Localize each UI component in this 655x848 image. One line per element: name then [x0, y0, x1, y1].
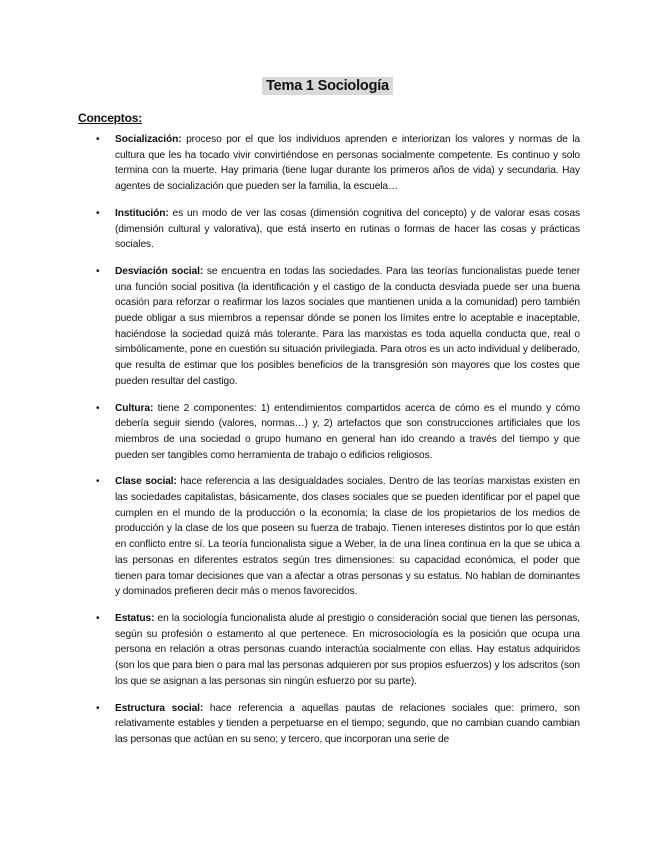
concept-term: Socialización:: [115, 134, 182, 145]
concept-term: Cultura:: [115, 402, 154, 414]
concept-term: Estructura social:: [115, 702, 204, 714]
list-item: [96, 206, 580, 253]
concept-definition: se encuentra en todas las sociedades. Para las teorías funcionalistas puede tener una función social positiva (la identificación y el castigo de la conducta desviada puede ser una buena ocasión para reforzar o reafirmar los lazos sociales que mantienen unida a la comunidad) pero también puede obligar a sus miembros a repensar dónde se ponen los límites entre lo aceptable e inaceptable, haciéndose la sociedad quizá más tolerante. Para las marxistas es toda aquella conducta que, real o simbólicamente, pone en cuestión su situación privilegiada. Para otros es un acto individual y deliberado, que resulta de estimar que los posibles beneficios de la transgresión son mayores que los costes que pueden resultar del castigo.: [115, 265, 580, 387]
list-item: [96, 132, 580, 195]
concept-term: Estatus:: [115, 612, 155, 624]
bullet-icon: •: [96, 207, 100, 219]
list-item: [96, 401, 580, 464]
concept-term: Clase social:: [115, 476, 177, 488]
list-item: [96, 611, 580, 690]
concept-definition: hace referencia a las desigualdades sociales. Dentro de las teorías marxistas existen en las sociedades capitalistas, básicamente, dos clases sociales que se pueden identificar por el papel que cumplen en el mundo de la producción o la economía; la clase de los propietarios de los medios de producción y la clase de los que poseen su fuerza de trabajo. Tienen intereses distintos por lo que están en conflicto entre sí. La teoría funcionalista sigue a Weber, la de una línea continua en la que se ubica a las personas en diferentes estratos según tres dimensiones: su capacidad económica, el poder que tienen para tomar decisiones que van a afectar a otras personas y su estatus. No hablan de dominantes y dominados prefieren decir más o menos favorecidos.: [115, 476, 580, 598]
bullet-icon: •: [96, 612, 100, 624]
list-item: [96, 474, 580, 600]
concept-term: Institución:: [115, 207, 169, 219]
concept-definition: es un modo de ver las cosas (dimensión cognitiva del concepto) y de valorar esas cosas (dimensión cultural y valorativa), que está inserto en rutinas o formas de hacer las cosas y prácticas sociales.: [115, 207, 580, 251]
concept-term: Desviación social:: [115, 265, 204, 277]
concept-definition: proceso por el que los individuos aprenden e interiorizan los valores y normas de la cultura que les ha tocado vivir convirtiéndose en personas socialmente competente. Es continuo y solo termina con la muerte. Hay primaria (tiene lugar durante los primeros años de vida) y secundaria. Hay agentes de socialización que pueden ser la familia, la escuela…: [115, 134, 580, 193]
page-title: [0, 77, 655, 95]
concept-definition: hace referencia a aquellas pautas de relaciones sociales que: primero, son relativamente estables y tienden a perpetuarse en el tiempo; segundo, que no cambian cuando cambian las personas que actúan en su seno; y tercero, que incorporan una serie de: [115, 702, 580, 745]
title-text: Tema 1 Sociología: [262, 77, 393, 95]
bullet-icon: •: [96, 402, 100, 414]
concept-list: [96, 132, 580, 748]
concept-definition: en la sociología funcionalista alude al prestigio o consideración social que tienen las personas, según su profesión o estamento al que pertenece. En microsociología es la posición que ocupa una persona en relación a otras personas cuando interactúa socialmente con ellas. Hay estatus adquiridos (son los que para bien o para mal las personas adquieren por sus propios esfuerzos) y los adscritos (son los que se asignan a las personas sin ningún esfuerzo por su parte).: [115, 612, 580, 687]
bullet-icon: •: [96, 134, 100, 145]
bullet-icon: •: [96, 702, 100, 714]
concept-definition: tiene 2 componentes: 1) entendimientos compartidos acerca de cómo es el mundo y cómo debería seguir siendo (valores, normas…) y, 2) artefactos que son construcciones artificiales que los miembros de una sociedad o grupo humano en general han ido creando a través del tiempo y que pueden ser tangibles como herramienta de trabajo o edificios religiosos.: [115, 402, 580, 461]
bullet-icon: •: [96, 476, 100, 488]
bullet-icon: •: [96, 265, 100, 277]
section-heading: Conceptos:: [78, 111, 143, 125]
list-item: [96, 264, 580, 390]
list-item: [96, 701, 580, 748]
